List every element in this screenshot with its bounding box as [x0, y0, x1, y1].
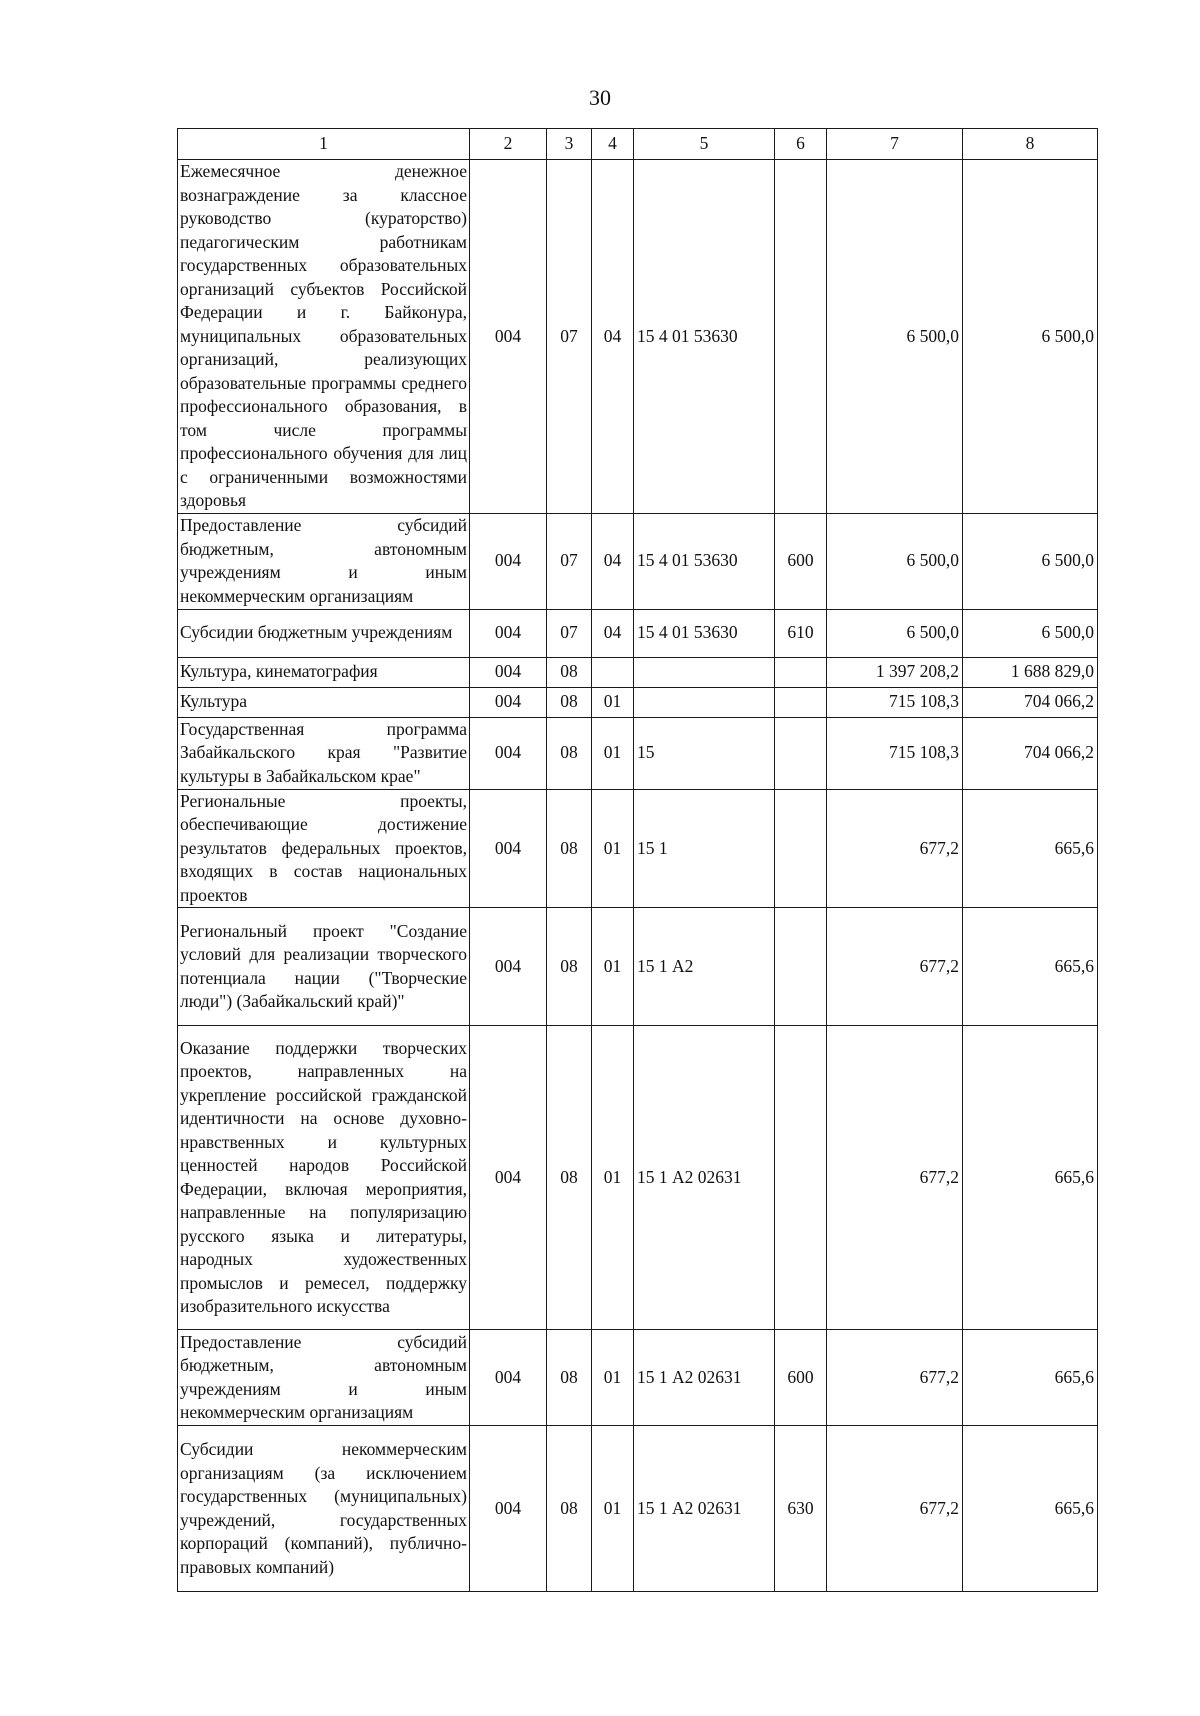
table-row — [178, 160, 1098, 514]
table-row — [178, 609, 1098, 657]
cell-col2: 004 — [470, 513, 547, 609]
cell-col6 — [775, 657, 827, 687]
cell-col4: 01 — [592, 1330, 634, 1426]
budget-table — [177, 128, 1098, 1592]
cell-col5: 15 1 А2 02631 — [634, 1026, 775, 1330]
cell-col5: 15 — [634, 717, 775, 789]
table-row — [178, 1026, 1098, 1330]
row-name: Региональный проект "Создание условий для реализации творческого потенциала нации ("Творческие люди") (Забайкальский край)" — [178, 908, 470, 1026]
cell-col3: 08 — [547, 789, 592, 908]
cell-col7: 677,2 — [827, 1426, 963, 1592]
cell-col5: 15 4 01 53630 — [634, 160, 775, 514]
row-name: Оказание поддержки творческих проектов, направленных на укрепление российской гражданской идентичности на основе духовно-нравственных и культурных ценностей народов Российской Федерации, включая мероприятия, направленные на популяризацию русского языка и литературы, народных художественных промыслов и ремесел, поддержку изобразительного искусства — [178, 1026, 470, 1330]
cell-col6 — [775, 789, 827, 908]
cell-col6 — [775, 687, 827, 717]
cell-col8: 665,6 — [963, 1330, 1098, 1426]
row-name: Культура, кинематография — [178, 657, 470, 687]
cell-col6 — [775, 717, 827, 789]
cell-col4: 04 — [592, 160, 634, 514]
cell-col2: 004 — [470, 1426, 547, 1592]
row-name: Ежемесячное денежное вознаграждение за классное руководство (кураторство) педагогическим работникам государственных образовательных организаций субъектов Российской Федерации и г. Байконура, муниципальных образовательных организаций, реализующих образовательные программы среднего профессионального образования, в том числе программы профессионального обучения для лиц с ограниченными возможностями здоровья — [178, 160, 470, 514]
cell-col5: 15 1 А2 — [634, 908, 775, 1026]
cell-col2: 004 — [470, 908, 547, 1026]
cell-col4: 01 — [592, 789, 634, 908]
cell-col8: 6 500,0 — [963, 160, 1098, 514]
cell-col6: 600 — [775, 513, 827, 609]
cell-col4: 04 — [592, 609, 634, 657]
cell-col7: 6 500,0 — [827, 609, 963, 657]
cell-col3: 08 — [547, 717, 592, 789]
cell-col6 — [775, 160, 827, 514]
row-name: Региональные проекты, обеспечивающие достижение результатов федеральных проектов, входящих в состав национальных проектов — [178, 789, 470, 908]
cell-col2: 004 — [470, 160, 547, 514]
column-header: 8 — [963, 129, 1098, 160]
cell-col5: 15 1 А2 02631 — [634, 1426, 775, 1592]
cell-col6 — [775, 1026, 827, 1330]
column-header: 1 — [178, 129, 470, 160]
cell-col8: 6 500,0 — [963, 513, 1098, 609]
column-header: 7 — [827, 129, 963, 160]
page-number: 30 — [589, 85, 611, 110]
column-header: 3 — [547, 129, 592, 160]
cell-col2: 004 — [470, 609, 547, 657]
cell-col3: 08 — [547, 908, 592, 1026]
cell-col5: 15 4 01 53630 — [634, 513, 775, 609]
cell-col7: 715 108,3 — [827, 717, 963, 789]
row-name: Субсидии некоммерческим организациям (за исключением государственных (муниципальных) учреждений, государственных корпораций (компаний), публично-правовых компаний) — [178, 1426, 470, 1592]
cell-col3: 08 — [547, 1426, 592, 1592]
cell-col2: 004 — [470, 717, 547, 789]
cell-col3: 07 — [547, 609, 592, 657]
cell-col4: 01 — [592, 1426, 634, 1592]
cell-col4: 01 — [592, 717, 634, 789]
cell-col5 — [634, 687, 775, 717]
table-row — [178, 789, 1098, 908]
cell-col7: 6 500,0 — [827, 160, 963, 514]
table-row — [178, 687, 1098, 717]
cell-col8: 665,6 — [963, 1426, 1098, 1592]
table-row — [178, 1426, 1098, 1592]
row-name: Субсидии бюджетным учреждениям — [178, 609, 470, 657]
column-header: 6 — [775, 129, 827, 160]
cell-col4: 04 — [592, 513, 634, 609]
table-header-row — [178, 129, 1098, 160]
cell-col6: 600 — [775, 1330, 827, 1426]
cell-col5: 15 4 01 53630 — [634, 609, 775, 657]
cell-col2: 004 — [470, 1330, 547, 1426]
cell-col3: 08 — [547, 687, 592, 717]
cell-col5 — [634, 657, 775, 687]
cell-col2: 004 — [470, 687, 547, 717]
row-name: Государственная программа Забайкальского края "Развитие культуры в Забайкальском крае" — [178, 717, 470, 789]
cell-col6: 610 — [775, 609, 827, 657]
cell-col7: 677,2 — [827, 1026, 963, 1330]
cell-col2: 004 — [470, 789, 547, 908]
cell-col4: 01 — [592, 908, 634, 1026]
cell-col8: 704 066,2 — [963, 687, 1098, 717]
cell-col7: 677,2 — [827, 1330, 963, 1426]
cell-col8: 704 066,2 — [963, 717, 1098, 789]
column-header: 2 — [470, 129, 547, 160]
cell-col5: 15 1 А2 02631 — [634, 1330, 775, 1426]
cell-col7: 677,2 — [827, 789, 963, 908]
cell-col7: 715 108,3 — [827, 687, 963, 717]
row-name: Предоставление субсидий бюджетным, автономным учреждениям и иным некоммерческим организациям — [178, 513, 470, 609]
cell-col2: 004 — [470, 657, 547, 687]
cell-col8: 665,6 — [963, 908, 1098, 1026]
cell-col7: 1 397 208,2 — [827, 657, 963, 687]
table-row — [178, 717, 1098, 789]
table-row — [178, 1330, 1098, 1426]
cell-col2: 004 — [470, 1026, 547, 1330]
cell-col3: 07 — [547, 160, 592, 514]
cell-col3: 08 — [547, 657, 592, 687]
cell-col6: 630 — [775, 1426, 827, 1592]
table-row — [178, 513, 1098, 609]
table-row — [178, 908, 1098, 1026]
cell-col3: 08 — [547, 1330, 592, 1426]
cell-col7: 677,2 — [827, 908, 963, 1026]
row-name: Предоставление субсидий бюджетным, автономным учреждениям и иным некоммерческим организациям — [178, 1330, 470, 1426]
cell-col7: 6 500,0 — [827, 513, 963, 609]
cell-col4 — [592, 657, 634, 687]
cell-col3: 08 — [547, 1026, 592, 1330]
cell-col4: 01 — [592, 687, 634, 717]
cell-col8: 1 688 829,0 — [963, 657, 1098, 687]
cell-col8: 665,6 — [963, 789, 1098, 908]
column-header: 5 — [634, 129, 775, 160]
cell-col8: 665,6 — [963, 1026, 1098, 1330]
cell-col4: 01 — [592, 1026, 634, 1330]
cell-col6 — [775, 908, 827, 1026]
column-header: 4 — [592, 129, 634, 160]
cell-col8: 6 500,0 — [963, 609, 1098, 657]
cell-col5: 15 1 — [634, 789, 775, 908]
row-name: Культура — [178, 687, 470, 717]
cell-col3: 07 — [547, 513, 592, 609]
table-row — [178, 657, 1098, 687]
